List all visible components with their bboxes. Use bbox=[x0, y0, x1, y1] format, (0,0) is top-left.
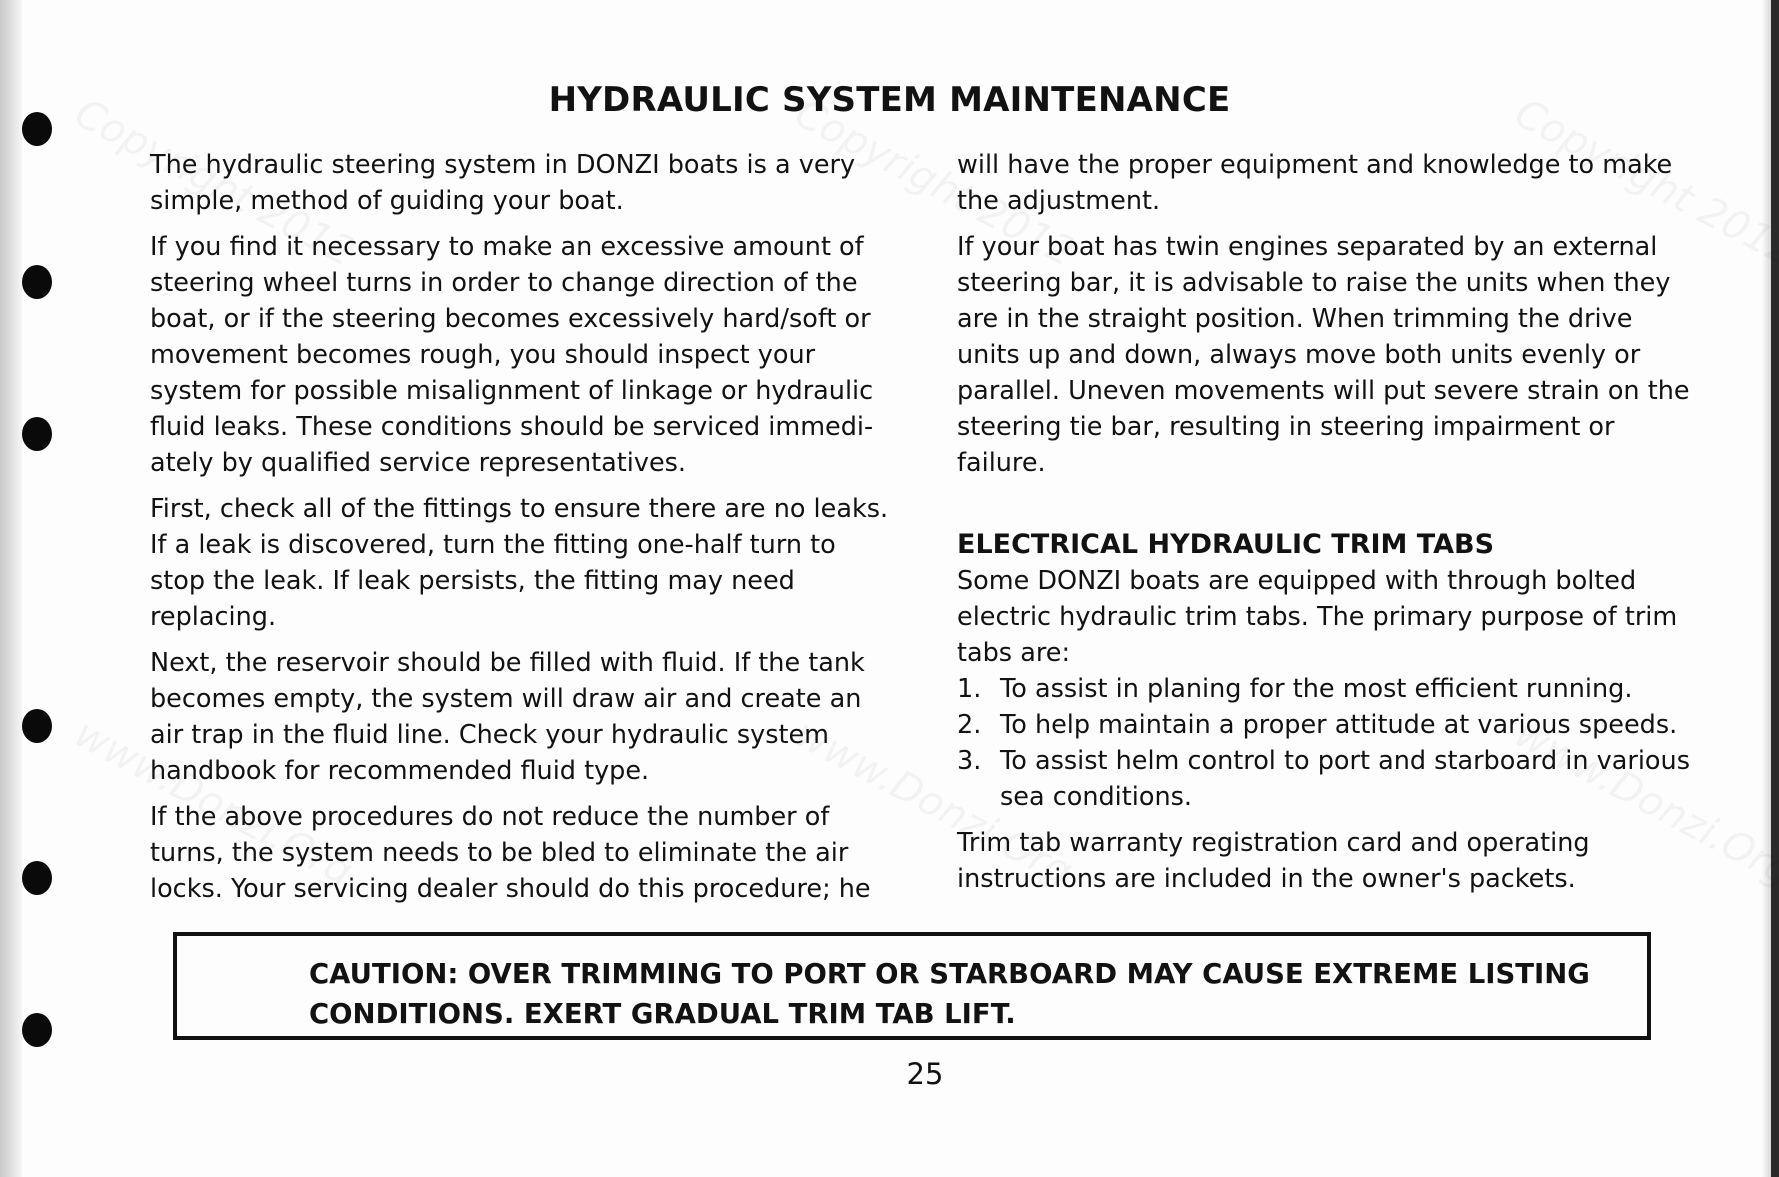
text-line: the adjustment. bbox=[957, 186, 1161, 216]
text-line: will have the proper equipment and knowledge to make bbox=[957, 150, 1673, 180]
list-text: To assist helm control to port and starboard in various bbox=[1000, 746, 1690, 776]
text-line: steering bar, it is advisable to raise the units when they bbox=[957, 268, 1671, 298]
binder-hole-6 bbox=[22, 1013, 52, 1047]
text-line: Next, the reservoir should be filled with fluid. If the tank bbox=[150, 648, 865, 678]
list-text: To help maintain a proper attitude at various speeds. bbox=[1000, 710, 1678, 740]
trim-tabs-intro bbox=[957, 563, 1687, 671]
text-line: steering tie bar, resulting in steering impairment or bbox=[957, 412, 1615, 442]
text-line: If your boat has twin engines separated by an external bbox=[957, 232, 1658, 262]
list-number: 1. bbox=[957, 674, 982, 704]
text-line: electric hydraulic trim tabs. The primary purpose of trim bbox=[957, 602, 1678, 632]
list-text: To assist in planing for the most efficient running. bbox=[1000, 674, 1633, 704]
text-line: stop the leak. If leak persists, the fitting may need bbox=[150, 566, 795, 596]
text-line: locks. Your servicing dealer should do this procedure; he bbox=[150, 874, 871, 904]
binder-hole-5 bbox=[22, 861, 52, 895]
page-edge bbox=[1771, 0, 1779, 1177]
text-line: becomes empty, the system will draw air and create an bbox=[150, 684, 862, 714]
text-line: system for possible misalignment of linkage or hydraulic bbox=[150, 376, 874, 406]
text-line: tabs are: bbox=[957, 638, 1071, 668]
text-line: instructions are included in the owner's packets. bbox=[957, 864, 1576, 894]
caution-text bbox=[309, 954, 1590, 1034]
right-column bbox=[957, 147, 1690, 907]
page-edge-highlight bbox=[1761, 0, 1771, 1177]
left-column bbox=[150, 147, 890, 917]
twin-engines-paragraph bbox=[957, 229, 1690, 481]
text-line: steering wheel turns in order to change direction of the bbox=[150, 268, 858, 298]
caution-box bbox=[173, 932, 1651, 1040]
text-line: Trim tab warranty registration card and operating bbox=[957, 828, 1590, 858]
list-text-continuation: sea conditions. bbox=[1000, 782, 1192, 812]
text-line: Some DONZI boats are equipped with through bolted bbox=[957, 566, 1637, 596]
binder-hole-4 bbox=[22, 709, 52, 743]
continuation-paragraph bbox=[957, 147, 1687, 219]
list-item bbox=[957, 671, 1687, 707]
caution-line: CONDITIONS. EXERT GRADUAL TRIM TAB LIFT. bbox=[309, 998, 1016, 1030]
paragraph bbox=[150, 229, 890, 481]
binding-shadow bbox=[0, 0, 22, 1177]
text-line: turns, the system needs to be bled to eliminate the air bbox=[150, 838, 849, 868]
text-line: If the above procedures do not reduce the number of bbox=[150, 802, 830, 832]
text-line: If a leak is discovered, turn the fitting one-half turn to bbox=[150, 530, 836, 560]
paragraph bbox=[150, 645, 890, 789]
page-title: HYDRAULIC SYSTEM MAINTENANCE bbox=[548, 80, 1231, 120]
text-line: parallel. Uneven movements will put severe strain on the bbox=[957, 376, 1690, 406]
caution-line: CAUTION: OVER TRIMMING TO PORT OR STARBOARD MAY CAUSE EXTREME LISTING bbox=[309, 958, 1590, 990]
text-line: movement becomes rough, you should inspect your bbox=[150, 340, 816, 370]
list-number: 3. bbox=[957, 746, 982, 776]
text-line: ately by qualified service representatives. bbox=[150, 448, 687, 478]
binder-hole-3 bbox=[22, 417, 52, 451]
text-line: are in the straight position. When trimming the drive bbox=[957, 304, 1633, 334]
text-line: handbook for recommended fluid type. bbox=[150, 756, 650, 786]
list-number: 2. bbox=[957, 710, 982, 740]
trim-tabs-purpose-list bbox=[957, 671, 1690, 815]
list-item bbox=[957, 707, 1687, 743]
warranty-paragraph bbox=[957, 825, 1687, 897]
text-line: First, check all of the fittings to ensure there are no leaks. bbox=[150, 494, 889, 524]
list-item bbox=[957, 743, 1690, 779]
text-line: The hydraulic steering system in DONZI boats is a very bbox=[150, 150, 856, 180]
text-line: boat, or if the steering becomes excessively hard/soft or bbox=[150, 304, 871, 334]
text-line: units up and down, always move both units evenly or bbox=[957, 340, 1641, 370]
text-line: fluid leaks. These conditions should be serviced immedi- bbox=[150, 412, 874, 442]
text-line: failure. bbox=[957, 448, 1046, 478]
text-line: simple, method of guiding your boat. bbox=[150, 186, 624, 216]
text-line: If you find it necessary to make an excessive amount of bbox=[150, 232, 864, 262]
text-line: replacing. bbox=[150, 602, 277, 632]
text-line: air trap in the fluid line. Check your hydraulic system bbox=[150, 720, 830, 750]
trim-tabs-heading: ELECTRICAL HYDRAULIC TRIM TABS bbox=[957, 529, 1495, 560]
paragraph bbox=[150, 799, 890, 907]
paragraph bbox=[150, 491, 890, 635]
binder-hole-2 bbox=[22, 265, 52, 299]
paragraph bbox=[150, 147, 890, 219]
page-number: 25 bbox=[906, 1057, 944, 1091]
